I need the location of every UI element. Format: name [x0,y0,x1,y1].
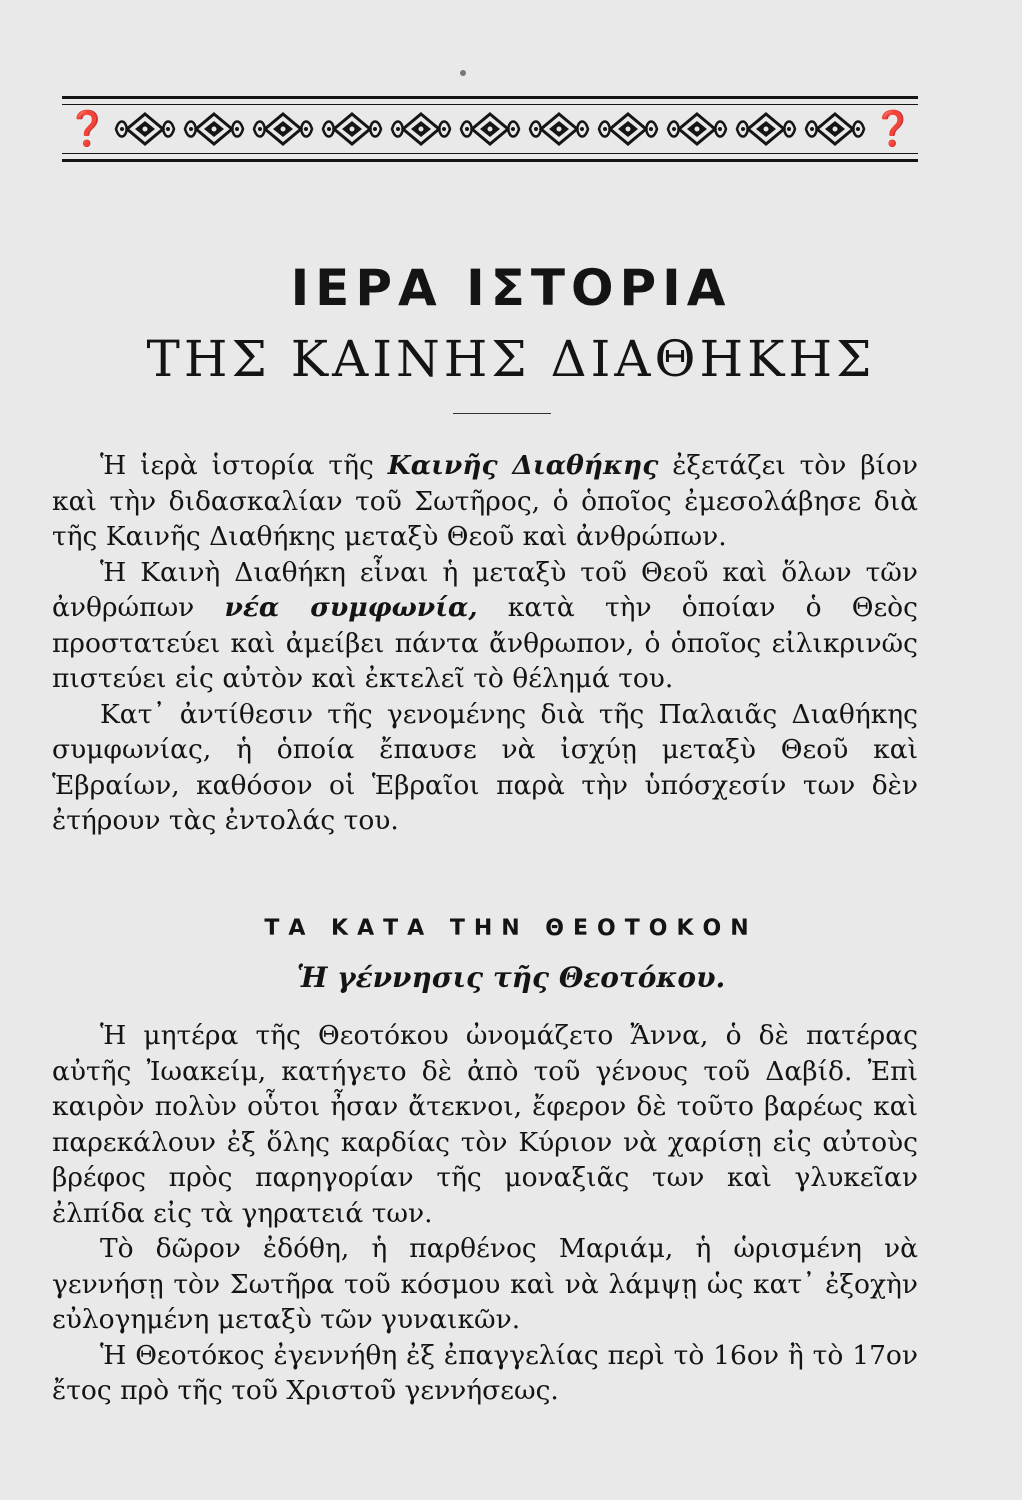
ornament-end-left: ❓ [66,109,109,149]
ornament-motif-icon [251,112,315,146]
ornament-motif-icon [665,112,729,146]
intro-paragraph-3: Κατ᾽ ἀντίθεσιν τῆς γενομένης διὰ τῆς Παλαιᾶς Διαθήκης συμφωνίας, ἡ ὁποία ἔπαυσε νὰ ἰσχύῃ μεταξὺ Θεοῦ καὶ Ἑβραίων, καθόσον οἱ Ἑβραῖοι παρὰ τὴν ὑπόσχεσίν των δὲν ἐτήρουν τὰς ἐντολάς του. [52,698,918,836]
border-rule [62,159,918,162]
section-subheading: Ἡ γέννησις τῆς Θεοτόκου. [296,961,726,994]
ornament-band [66,108,914,150]
page-title-line-2: ΤΗΣ ΚΑΙΝΗΣ ΔΙΑΘΗΚΗΣ [146,330,876,388]
border-rule [62,104,918,105]
ornament-motif-icon [182,112,246,146]
page-title-line-1: ΙΕΡΑ ΙΣΤΟΡΙΑ [290,259,732,317]
decorative-header-border [62,96,918,162]
ornament-motif-icon [803,112,867,146]
ornament-motif-icon [734,112,798,146]
title-divider [453,413,551,414]
emphasis-text: Καινῆς Διαθήκης [387,450,659,481]
section-paragraph-3: Ἡ Θεοτόκος ἐγεννήθη ἐξ ἐπαγγελίας περὶ τὸ 16ον ἢ τὸ 17ον ἔτος πρὸ τῆς τοῦ Χριστοῦ γεννήσεως. [52,1339,918,1406]
section-text [52,1018,918,1409]
ornament-motif-icon [596,112,660,146]
border-rule [62,96,918,99]
intro-text [52,448,918,839]
print-speck [460,70,466,76]
section-paragraph-1: Ἡ μητέρα τῆς Θεοτόκου ὠνομάζετο Ἄννα, ὁ δὲ πατέρας αὐτῆς Ἰωακείμ, κατήγετο δὲ ἀπὸ τοῦ γένους τοῦ Δαβίδ. Ἐπὶ καιρὸν πολὺν οὗτοι ἦσαν ἄτεκνοι, ἔφερον δὲ τοῦτο βαρέως καὶ παρεκάλουν ἐξ ὅλης καρδίας τὸν Κύριον νὰ χαρίσῃ εἰς αὐτοὺς βρέφος πρὸς παρηγορίαν τῆς μοναξιᾶς των καὶ γλυκεῖαν ἐλπίδα εἰς τὰ γηρατειά των. [52,1020,918,1229]
border-rule [62,153,918,154]
section-heading: ΤΑ ΚΑΤΑ ΤΗΝ ΘΕΟΤΟΚΟΝ [264,916,758,941]
intro-paragraph-2: Ἡ Καινὴ Διαθήκη εἶναι ἡ μεταξὺ τοῦ Θεοῦ καὶ ὅλων τῶν ἀνθρώπων νέα συμφωνία, κατὰ τὴν ὁποίαν ὁ Θεὸς προστατεύει καὶ ἀμείβει πάντα ἄνθρωπον, ὁ ὁποῖος εἰλικρινῶς πιστεύει εἰς αὐτὸν καὶ ἐκτελεῖ τὸ θέλημά του. [52,556,918,694]
section-paragraph-2: Τὸ δῶρον ἐδόθη, ἡ παρθένος Μαριάμ, ἡ ὡρισμένη νὰ γεννήσῃ τὸν Σωτῆρα τοῦ κόσμου καὶ νὰ λάμψῃ ὡς κατ᾽ ἐξοχὴν εὐλογημένη μεταξὺ τῶν γυναικῶν. [52,1233,918,1335]
emphasis-text: νέα συμφωνία, [224,592,478,623]
ornament-motif-icon [389,112,453,146]
ornament-motif-icon [113,112,177,146]
intro-paragraph-1: Ἡ ἱερὰ ἱστορία τῆς Καινῆς Διαθήκης ἐξετάζει τὸν βίον καὶ τὴν διδασκαλίαν τοῦ Σωτῆρος, ὁ ὁποῖος ἐμεσολάβησε διὰ τῆς Καινῆς Διαθήκης μεταξὺ Θεοῦ καὶ ἀνθρώπων. [52,450,918,552]
ornament-motif-icon [320,112,384,146]
ornament-motif-icon [458,112,522,146]
ornament-end-right: ❓ [871,109,914,149]
ornament-motif-icon [527,112,591,146]
